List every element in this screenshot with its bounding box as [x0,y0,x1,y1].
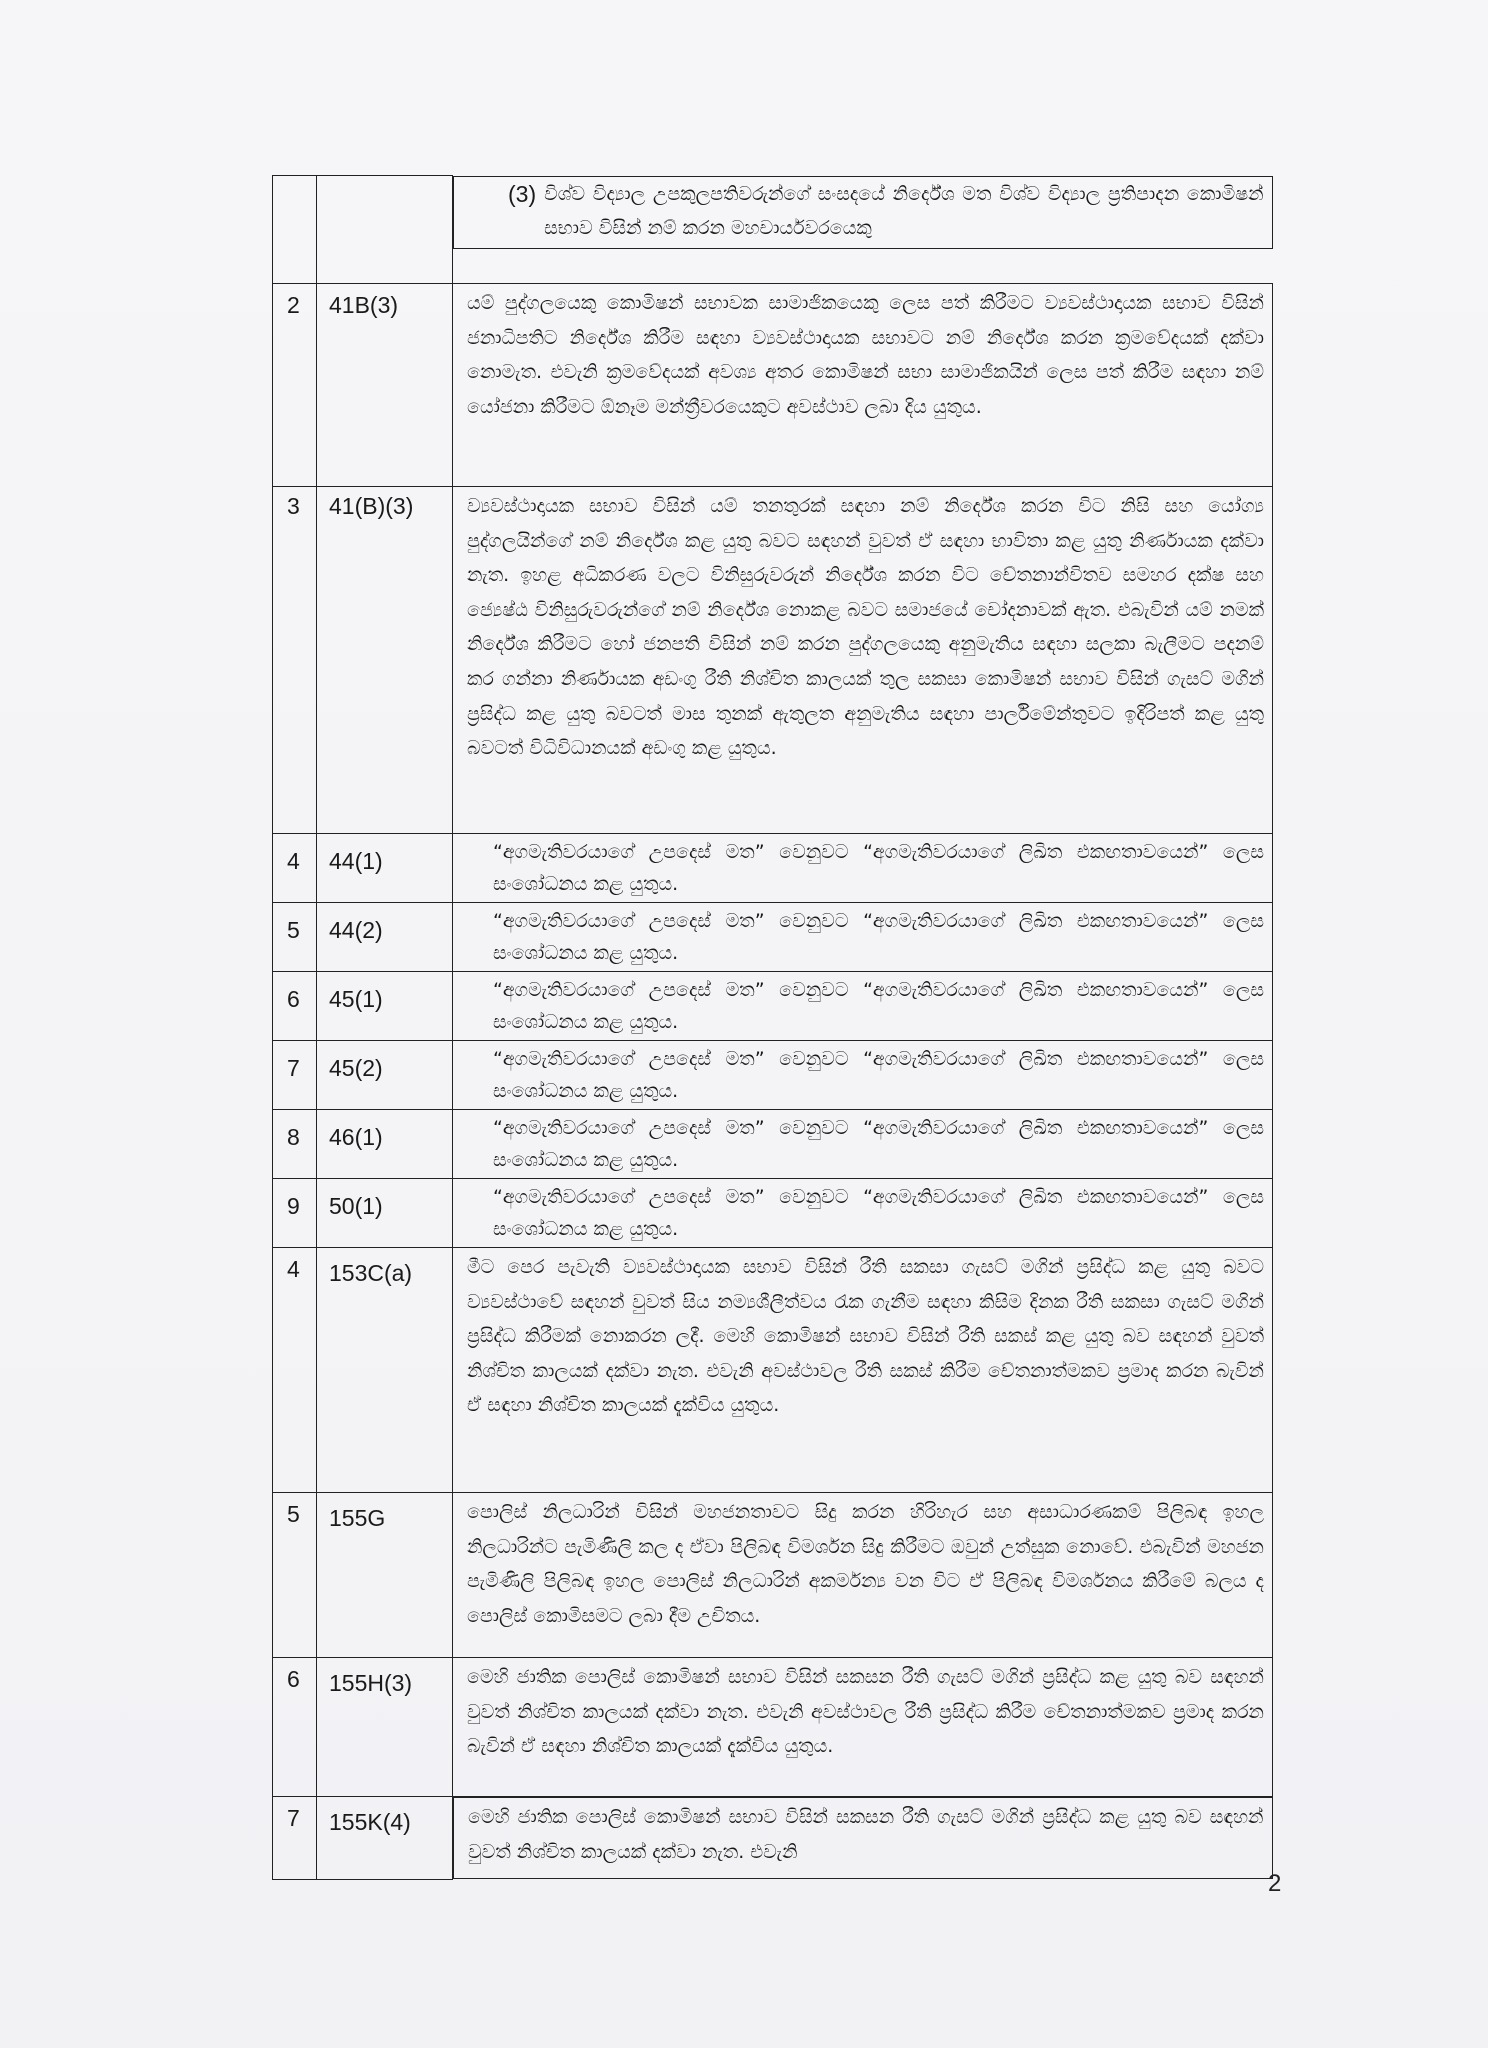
table-row [273,972,1273,1041]
comment-cell: පොලිස් නිලධාරින් විසින් මහජනතාවට සිදු කරන හිරිහැර සහ අසාධාරණකම් පිලිබඳ ඉහල නිලධාරින්ට පැමිණිලි කල ද ඒවා පිලිබඳ විමර්ශන සිදු කිරීමට ඔවුන් උත්සුක නොවේ. එබැවින් මහජන පැමිණිලි පිලිබඳ ඉහල පොලිස් නිලධාරින් අකර්මන්‍ය වන විට ඒ පිලිබඳ විමර්ශනය කිරීමේ බලය ද පොලිස් කොමිසමට ලබා දීම උචිතය. [453,1493,1273,1658]
table-row [273,284,1273,487]
table-row [273,903,1273,972]
section-cell: 153C(a) [317,1248,453,1493]
comment-cell: ව්‍යවස්ථාදායක සභාව විසින් යම් තනතුරක් සඳහා නම් නිර්දේශ කරන විට නිසි සහ යෝග්‍ය පුද්ගලයින්ගේ නම් නිර්දේශ කළ යුතු බවට සඳහන් වුවත් ඒ සඳහා භාවිතා කළ යුතු නිර්ණායක දක්වා නැත. ඉහළ අධිකරණ වලට විනිසුරුවරුන් නිර්දේශ කරන විට චේතනාන්විතව සමහර දක්ෂ සහ ජ්‍යෙෂ්ඨ විනිසුරුවරුන්ගේ නම් නිර්දේශ නොකළ බවට සමාජයේ චෝදනාවක් ඇත. එබැවින් යම් නමක් නිර්දේශ කිරීමට හෝ ජනපති විසින් නම් කරන පුද්ගලයෙකු අනුමැතිය සඳහා සලකා බැලීමට පදනම් කර ගන්නා නිර්ණායක අඩංගු රීති නිශ්චිත කාලයක් තුල සකසා කොමිෂන් සභාව විසින් ගැසට් මගින් ප්‍රසිද්ධ කළ යුතු බවටත් මාස තුනක් ඇතුලත අනුමැතිය සඳහා පාර්ලිමේන්තුවට ඉදිරිපත් කළ යුතු බවටත් විධිවිධානයක් අඩංගු කළ යුතුය. [453,487,1273,834]
item-number: (3) [508,180,537,207]
row-number-cell: 9 [273,1179,317,1248]
row-number-cell: 5 [273,1493,317,1658]
section-cell: 155H(3) [317,1658,453,1797]
section-cell: 45(2) [317,1041,453,1110]
section-cell: 41B(3) [317,284,453,487]
comment-cell: “අගමැතිවරයාගේ උපදෙස් මත” වෙනුවට “අගමැතිවරයාගේ ලිඛිත එකඟතාවයෙන්” ලෙස සංශෝධනය කළ යුතුය. [453,834,1273,903]
row-number-cell: 4 [273,1248,317,1493]
table-row [273,1797,1273,1880]
section-cell: 41(B)(3) [317,487,453,834]
section-cell: 44(2) [317,903,453,972]
table-row [273,1658,1273,1797]
table-row [273,1493,1273,1658]
table-row [273,1041,1273,1110]
row-number-cell: 6 [273,1658,317,1797]
amendments-table-wrapper [272,175,1272,1880]
amendments-table [272,175,1273,1880]
row-number-cell: 7 [273,1797,317,1880]
section-cell: 50(1) [317,1179,453,1248]
section-cell [317,176,453,284]
page-number: 2 [1268,1870,1282,1897]
comment-cell: යම් පුද්ගලයෙකු කොමිෂන් සභාවක සාමාජිකයෙකු ලෙස පත් කිරීමට ව්‍යවස්ථාදායක සභාව විසින් ජනාධිපතිට නිර්දේශ කිරීම සඳහා ව්‍යවස්ථාදායක සභාවට නම් නිර්දේශ කරන ක්‍රමවේදයක් දක්වා නොමැත. එවැනි ක්‍රමවේදයක් අවශ්‍ය අතර කොමිෂන් සභා සාමාජිකයින් ලෙස පත් කිරීම සඳහා නම් යෝජනා කිරීමට ඕනෑම මන්ත්‍රීවරයෙකුට අවස්ථාව ලබා දිය යුතුය. [453,284,1273,487]
table-row [273,1248,1273,1493]
section-cell: 45(1) [317,972,453,1041]
row-number-cell: 2 [273,284,317,487]
row-number-cell: 5 [273,903,317,972]
comment-cell [453,176,1273,249]
row-number-cell: 7 [273,1041,317,1110]
section-cell: 155K(4) [317,1797,453,1880]
comment-cell: “අගමැතිවරයාගේ උපදෙස් මත” වෙනුවට “අගමැතිවරයාගේ ලිඛිත එකඟතාවයෙන්” ලෙස සංශෝධනය කළ යුතුය. [453,903,1273,972]
comment-cell: “අගමැතිවරයාගේ උපදෙස් මත” වෙනුවට “අගමැතිවරයාගේ ලිඛිත එකඟතාවයෙන්” ලෙස සංශෝධනය කළ යුතුය. [453,1110,1273,1179]
row-number-cell: 4 [273,834,317,903]
table-row [273,176,1273,284]
comment-text: විශ්ව විද්‍යාල උපකුලපතිවරුන්ගේ සංසදයේ නිර්දේශ මත විශ්ව විද්‍යාල ප්‍රතිපාදන කොමිෂන් සභාව විසින් නම් කරන මහචාර්යවරයෙකු [544,182,1264,240]
section-cell: 46(1) [317,1110,453,1179]
row-number-cell: 8 [273,1110,317,1179]
row-number-cell: 3 [273,487,317,834]
section-cell: 44(1) [317,834,453,903]
comment-cell: මෙහි ජාතික පොලිස් කොමිෂන් සභාව විසින් සකසන රීති ගැසට් මගින් ප්‍රසිද්ධ කළ යුතු බව සඳහන් වුවත් නිශ්චිත කාලයක් දක්වා නැත. එවැනි අවස්ථාවල රීති ප්‍රසිද්ධ කිරීම චේතනාත්මකව ප්‍රමාද කරන බැවින් ඒ සඳහා නිශ්චිත කාලයක් දැක්විය යුතුය. [453,1658,1273,1797]
comment-cell: මෙහි ජාතික පොලිස් කොමිෂන් සභාව විසින් සකසන රීති ගැසට් මගින් ප්‍රසිද්ධ කළ යුතු බව සඳහන් වුවත් නිශ්චිත කාලයක් දක්වා නැත. එවැනි [453,1797,1273,1879]
amendments-table-body [273,176,1273,1880]
row-number-cell: 6 [273,972,317,1041]
table-row [273,1110,1273,1179]
table-row [273,834,1273,903]
table-row [273,1179,1273,1248]
comment-cell: “අගමැතිවරයාගේ උපදෙස් මත” වෙනුවට “අගමැතිවරයාගේ ලිඛිත එකඟතාවයෙන්” ලෙස සංශෝධනය කළ යුතුය. [453,1179,1273,1248]
comment-cell: මීට පෙර පැවැති ව්‍යවස්ථාදායක සභාව විසින් රීති සකසා ගැසට් මගින් ප්‍රසිද්ධ කළ යුතු බවට ව්‍යවස්ථාවේ සඳහන් වුවත් සිය නම්‍යශීලීත්වය රැක ගැනීම සඳහා කිසිම දිනක රීති සකසා ගැසට් මගින් ප්‍රසිද්ධ කිරීමක් නොකරන ලදී. මෙහි කොමිෂන් සභාව විසින් රීති සකස් කළ යුතු බව සඳහන් වුවත් නිශ්චිත කාලයක් දක්වා නැත. එවැනි අවස්ථාවල රීති සකස් කිරීම චේතනාත්මකව ප්‍රමාද කරන බැවින් ඒ සඳහා නිශ්චිත කාලයක් දැක්විය යුතුය. [453,1248,1273,1493]
comment-cell: “අගමැතිවරයාගේ උපදෙස් මත” වෙනුවට “අගමැතිවරයාගේ ලිඛිත එකඟතාවයෙන්” ලෙස සංශෝධනය කළ යුතුය. [453,1041,1273,1110]
row-number-cell [273,176,317,284]
section-cell: 155G [317,1493,453,1658]
comment-cell: “අගමැතිවරයාගේ උපදෙස් මත” වෙනුවට “අගමැතිවරයාගේ ලිඛිත එකඟතාවයෙන්” ලෙස සංශෝධනය කළ යුතුය. [453,972,1273,1041]
table-row [273,487,1273,834]
